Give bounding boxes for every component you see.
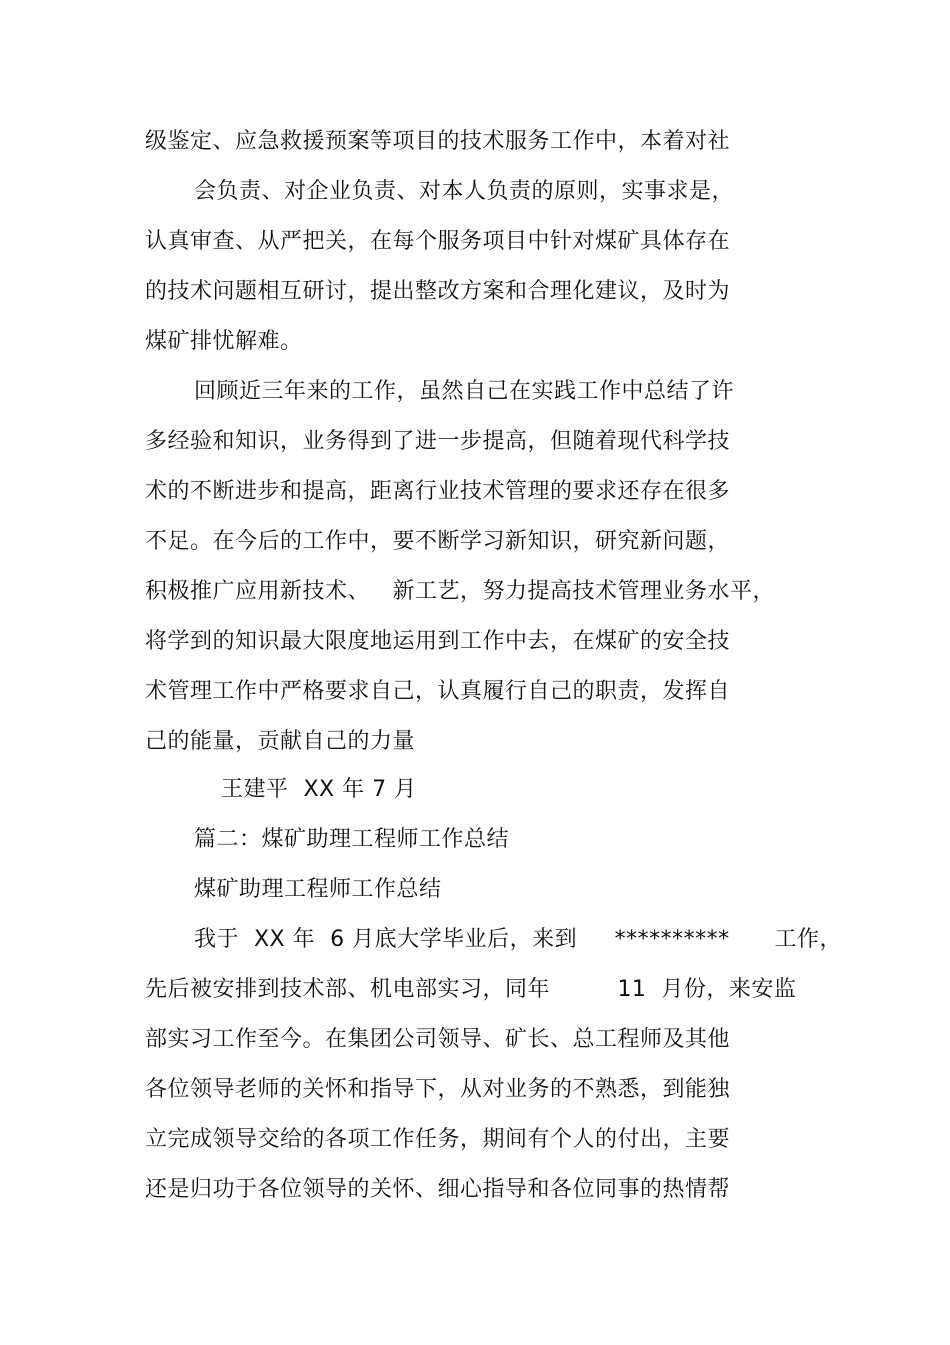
text-line: 多经验和知识，业务得到了进一步提高，但随着现代科学技 — [145, 429, 731, 454]
text-line: 级鉴定、应急救援预案等项目的技术服务工作中，本着对社 — [145, 129, 731, 154]
text-line: 己的能量，贡献自己的力量 — [145, 729, 416, 754]
text-line: 立完成领导交给的各项工作任务，期间有个人的付出，主要 — [145, 1127, 731, 1152]
text-line: 回顾近三年来的工作，虽然自己在实践工作中总结了许 — [194, 379, 735, 404]
text-line: 会负责、对企业负责、对本人负责的原则，实事求是， — [194, 179, 735, 204]
text-line: 术管理工作中严格要求自己，认真履行自己的职责，发挥自 — [145, 679, 731, 704]
signature-line: 王建平 XX 年 7 月 — [221, 777, 417, 802]
section-title: 煤矿助理工程师工作总结 — [194, 877, 442, 902]
text-line: 术的不断进步和提高，距离行业技术管理的要求还存在很多 — [145, 479, 731, 504]
text-line: 积极推广应用新技术、 新工艺，努力提高技术管理业务水平， — [145, 579, 775, 604]
text-line: 还是归功于各位领导的关怀、细心指导和各位同事的热情帮 — [145, 1177, 731, 1202]
text-line: 将学到的知识最大限度地运用到工作中去，在煤矿的安全技 — [145, 629, 731, 654]
text-line: 我于 XX 年 6 月底大学毕业后，来到 ********** 工作， — [194, 927, 843, 952]
text-line: 各位领导老师的关怀和指导下，从对业务的不熟悉，到能独 — [145, 1077, 731, 1102]
section-heading: 篇二：煤矿助理工程师工作总结 — [194, 827, 510, 852]
text-line: 的技术问题相互研讨，提出整改方案和合理化建议，及时为 — [145, 279, 731, 304]
text-line: 煤矿排忧解难。 — [145, 329, 303, 354]
text-line: 先后被安排到技术部、机电部实习，同年 11 月份，来安监 — [145, 977, 797, 1002]
text-line: 不足。在今后的工作中，要不断学习新知识，研究新问题， — [145, 529, 731, 554]
text-line: 认真审查、从严把关，在每个服务项目中针对煤矿具体存在 — [145, 229, 731, 254]
text-line: 部实习工作至今。在集团公司领导、矿长、总工程师及其他 — [145, 1027, 731, 1052]
